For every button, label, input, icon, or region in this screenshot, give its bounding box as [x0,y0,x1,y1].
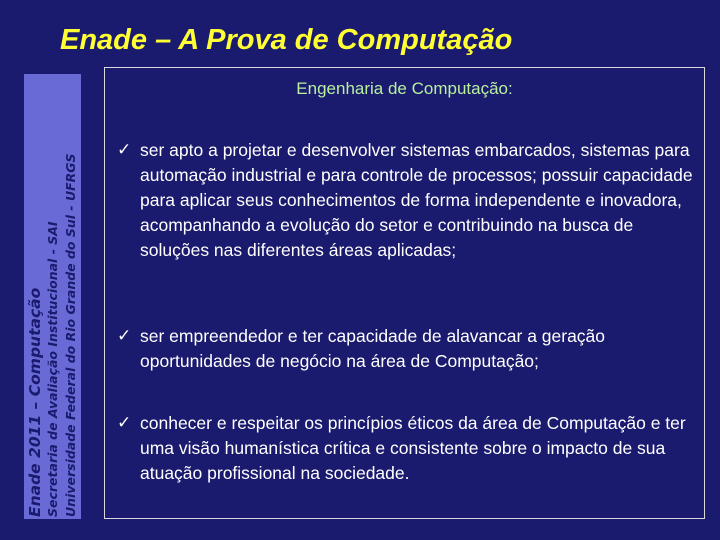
bullet-item [117,138,702,263]
checkmark-icon: ✓ [117,413,132,433]
checkmark-icon: ✓ [117,140,132,160]
content-box [104,67,705,519]
sidebar-line-event: Enade 2011 – Computação [25,287,44,517]
bullet-text: ser apto a projetar e desenvolver sistemas embarcados, sistemas para automação industrial e para controle de processos; possuir capacidade para aplicar seus conhecimentos de forma independente e inovadora, acompanhando a evolução do setor e contribuindo na busca de soluções nas diferentes áreas aplicadas; [140,140,693,260]
bullet-item [117,411,702,486]
bullet-text: conhecer e respeitar os princípios éticos da área de Computação e ter uma visão humanística crítica e consistente sobre o impacto de sua atuação profissional na sociedade. [140,413,686,483]
sidebar-banner [24,74,81,519]
bullet-item [117,324,702,374]
sidebar-line-secretariat: Secretaria de Avaliação Institucional - SAI [44,220,60,517]
sidebar-line-university: Universidade Federal do Rio Grande do Sul - UFRGS [62,152,78,517]
checkmark-icon: ✓ [117,326,132,346]
content-subtitle: Engenharia de Computação: [296,79,513,98]
slide-title: Enade – A Prova de Computação [60,24,513,56]
bullet-text: ser empreendedor e ter capacidade de alavancar a geração oportunidades de negócio na área de Computação; [140,326,606,371]
sidebar-text [26,77,80,517]
